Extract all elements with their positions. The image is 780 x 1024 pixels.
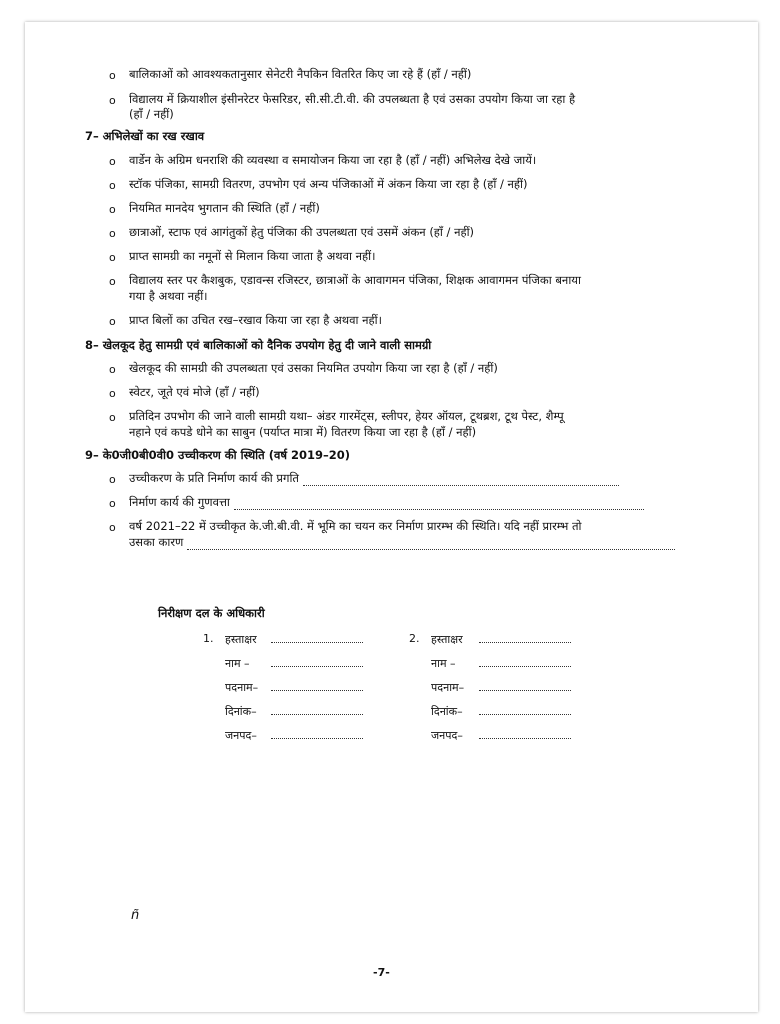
list-item: नियमित मानदेय भुगतान की स्थिति (हाँ / नहीं) (129, 201, 320, 215)
list-item: विद्यालय में क्रियाशील इंसीनरेटर फेसरिडर, सी.सी.टी.वी. की उपलब्धता है एवं उसका उपयोग किया जा रहा है (129, 92, 576, 106)
fill-line (187, 537, 675, 550)
officer-1-post-label: पदनाम– (225, 681, 259, 694)
officer-1-number: 1. (203, 632, 214, 645)
list-item-continuation (129, 534, 699, 550)
list-item: बालिकाओं को आवश्यकतानुसार सेनेटरी नैपकिन वितरित किए जा रहे हैं (हाँ / नहीं) (129, 67, 472, 81)
officer-1-name-label: नाम – (225, 657, 250, 670)
officer-2-name-line (479, 666, 571, 667)
list-item (129, 494, 699, 510)
officer-2-district-label: जनपद– (431, 729, 463, 742)
list-item (129, 470, 699, 486)
bullet: o (109, 497, 116, 510)
list-item: छात्राओं, स्टाफ एवं आगंतुकों हेतु पंजिका की उपलब्धता एवं उसमें अंकन (हाँ / नहीं) (129, 225, 475, 239)
section-heading-8: 8– खेलकूद हेतु सामग्री एवं बालिकाओं को दैनिक उपयोग हेतु दी जाने वाली सामग्री (85, 338, 432, 352)
bullet: o (109, 473, 116, 486)
item-text: उच्चीकरण के प्रति निर्माण कार्य की प्रगति (129, 471, 299, 485)
list-item-continuation: (हाँ / नहीं) (129, 107, 174, 121)
section-heading-7: 7– अभिलेखों का रख रखाव (85, 129, 205, 143)
officer-1-sign-line (271, 642, 363, 643)
officer-2-number: 2. (409, 632, 420, 645)
officer-2-district-line (479, 738, 571, 739)
bullet: o (109, 155, 116, 168)
officer-2-sign-line (479, 642, 571, 643)
list-item: विद्यालय स्तर पर कैशबुक, एडावन्स रजिस्टर, छात्राओं के आवागमन पंजिका, शिक्षक आवागमन पंजिका बनाया (129, 273, 581, 287)
officer-1-name-line (271, 666, 363, 667)
bullet: o (109, 203, 116, 216)
officer-2-name-label: नाम – (431, 657, 456, 670)
officer-1-date-label: दिनांक– (225, 705, 257, 718)
bullet: o (109, 227, 116, 240)
list-item: स्टॉक पंजिका, सामग्री वितरण, उपभोग एवं अन्य पंजिकाओं में अंकन किया जा रहा है (हाँ / नहीं) (129, 177, 528, 191)
section-heading-9: 9– के0जी0बी0वी0 उच्चीकरण की स्थिति (वर्ष 2019–20) (85, 448, 351, 462)
officer-1-district-label: जनपद– (225, 729, 257, 742)
officer-2-date-label: दिनांक– (431, 705, 463, 718)
handwritten-initial: ñ (131, 908, 140, 923)
bullet: o (109, 521, 116, 534)
list-item: प्राप्त बिलों का उचित रख–रखाव किया जा रहा है अथवा नहीं। (129, 313, 382, 327)
list-item: स्वेटर, जूते एवं मोजे (हाँ / नहीं) (129, 385, 260, 399)
officer-2-post-line (479, 690, 571, 691)
list-item-continuation: गया है अथवा नहीं। (129, 289, 208, 303)
fill-line (303, 473, 619, 486)
officer-2-date-line (479, 714, 571, 715)
list-item-continuation: नहाने एवं कपडे धोने का साबुन (पर्याप्त मात्रा में) वितरण किया जा रहा है (हाँ / नहीं) (129, 425, 477, 439)
document-page (25, 22, 758, 1012)
fill-line (234, 497, 644, 510)
bullet: o (109, 251, 116, 264)
officer-2-sign-label: हस्ताक्षर (431, 633, 463, 646)
officer-1-date-line (271, 714, 363, 715)
list-item: प्राप्त सामग्री का नमूनों से मिलान किया जाता है अथवा नहीं। (129, 249, 376, 263)
bullet: o (109, 411, 116, 424)
bullet: o (109, 387, 116, 400)
bullet: o (109, 315, 116, 328)
page-number: -7- (373, 966, 390, 979)
list-item: वर्ष 2021–22 में उच्चीकृत के.जी.बी.वी. में भूमि का चयन कर निर्माण प्रारम्भ की स्थिति। यदि नहीं प्रारम्भ तो (129, 519, 582, 533)
bullet: o (109, 363, 116, 376)
item-text: निर्माण कार्य की गुणवत्ता (129, 495, 230, 509)
bullet: o (109, 179, 116, 192)
officer-1-post-line (271, 690, 363, 691)
officer-2-post-label: पदनाम– (431, 681, 465, 694)
officer-1-sign-label: हस्ताक्षर (225, 633, 257, 646)
bullet: o (109, 275, 116, 288)
signature-block-title: निरीक्षण दल के अधिकारी (158, 606, 265, 620)
bullet: o (109, 94, 116, 107)
list-item: खेलकूद की सामग्री की उपलब्धता एवं उसका नियमित उपयोग किया जा रहा है (हाँ / नहीं) (129, 361, 498, 375)
page-content (25, 22, 758, 1012)
list-item: वार्डेन के अग्रिम धनराशि की व्यवस्था व समायोजन किया जा रहा है (हाँ / नहीं) अभिलेख देखे जायें। (129, 153, 537, 167)
bullet: o (109, 69, 116, 82)
list-item: प्रतिदिन उपभोग की जाने वाली सामग्री यथा– अंडर गारमेंट्स, स्लीपर, हेयर ऑयल, टूथब्रश, टूथ पेस्ट, शैम्पू (129, 409, 564, 423)
item-text: उसका कारण (129, 535, 184, 549)
officer-1-district-line (271, 738, 363, 739)
